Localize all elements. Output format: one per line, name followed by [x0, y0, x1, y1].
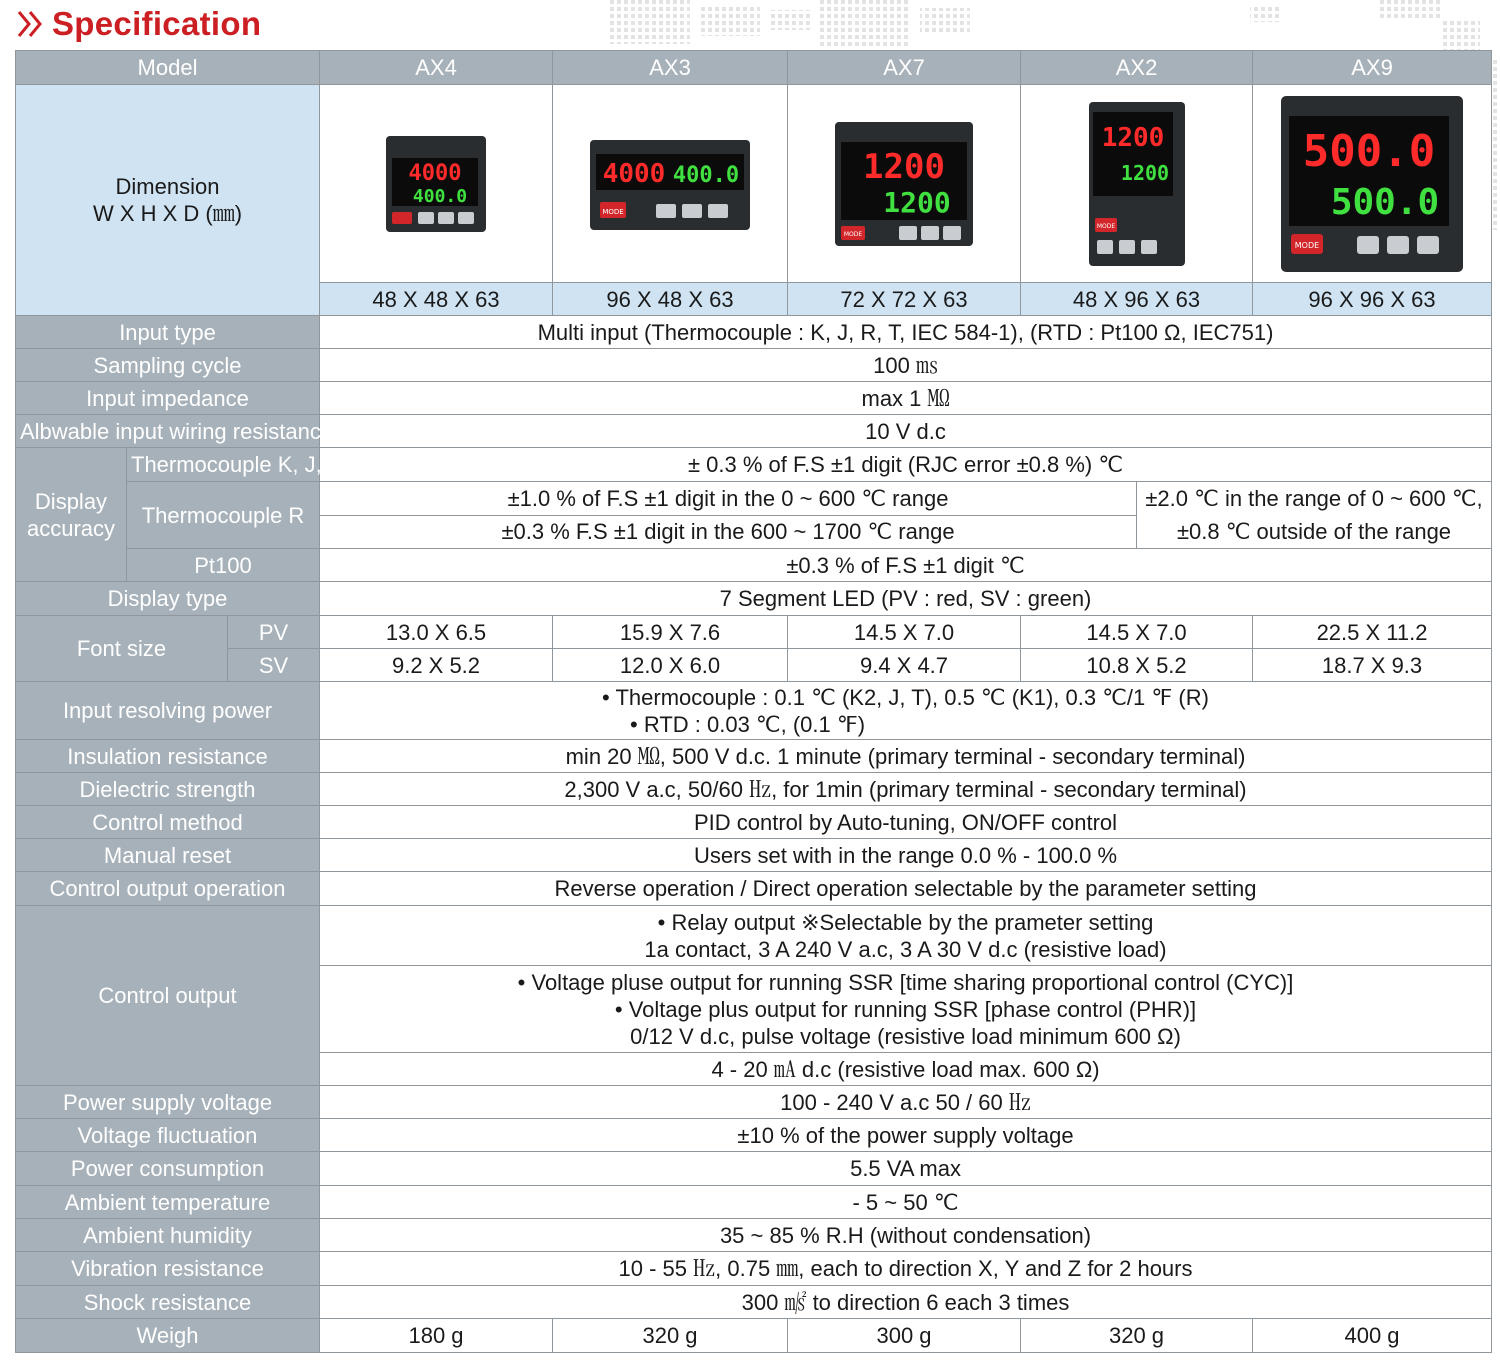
accuracy-tc-r-row1	[16, 482, 1492, 516]
row-label: Input resolving power	[16, 682, 320, 740]
row-value	[320, 966, 1492, 1053]
dimension-value: 48 X 96 X 63	[1021, 283, 1253, 316]
dimension-label-line2: W X H X D (㎜)	[92, 201, 243, 226]
row-value	[320, 682, 1492, 740]
voltage-fluctuation-row	[16, 1119, 1492, 1152]
power-supply-row	[16, 1086, 1492, 1119]
model-name: AX9	[1253, 51, 1492, 85]
row-label: Insulation resistance	[16, 740, 320, 773]
row-value: 7 Segment LED (PV : red, SV : green)	[320, 582, 1492, 616]
control-output-operation-row	[16, 872, 1492, 906]
row-value: 5.5 VA max	[320, 1152, 1492, 1186]
ambient-humidity-row	[16, 1219, 1492, 1252]
dimension-label	[16, 85, 320, 316]
font-value: 22.5 X 11.2	[1253, 616, 1492, 649]
row-label: Control output	[16, 906, 320, 1086]
device-image-ax2	[1021, 85, 1253, 283]
relay-line2: 1a contact, 3 A 240 V a.c, 3 A 30 V d.c (resistive load)	[644, 936, 1167, 962]
svg-text:500.0: 500.0	[1330, 181, 1440, 223]
dimension-value: 72 X 72 X 63	[788, 283, 1021, 316]
font-size-sv-row	[16, 649, 1492, 682]
weigh-row	[16, 1319, 1492, 1353]
svg-text:MODE: MODE	[1294, 240, 1320, 250]
insulation-row	[16, 740, 1492, 773]
control-method-row	[16, 806, 1492, 839]
row-label: Input impedance	[16, 382, 320, 415]
svg-text:4000: 4000	[408, 160, 462, 186]
spec-table	[15, 50, 1492, 1353]
svg-text:400.0: 400.0	[672, 162, 740, 188]
font-value: 9.2 X 5.2	[320, 649, 553, 682]
row-value: 100 ㎳	[320, 349, 1492, 382]
row-label: Ambient humidity	[16, 1219, 320, 1252]
model-label: Model	[16, 51, 320, 85]
row-value: ±0.3 % F.S ±1 digit in the 600 ~ 1700 ℃ range	[320, 515, 1137, 549]
dimension-value: 48 X 48 X 63	[320, 283, 553, 316]
shock-row	[16, 1286, 1492, 1319]
row-label: Manual reset	[16, 839, 320, 872]
sub-label: Thermocouple K, J, T	[127, 448, 320, 482]
model-row	[16, 51, 1492, 85]
device-image-ax4	[320, 85, 553, 283]
row-value: ±0.3 % of F.S ±1 digit ℃	[320, 549, 1492, 582]
resolving-line1: • Thermocouple : 0.1 ℃ (K2, J, T), 0.5 ℃ (K1), 0.3 ℃/1 ℉ (R)	[602, 684, 1209, 710]
svg-text:1200: 1200	[1120, 160, 1169, 185]
dimension-value: 96 X 48 X 63	[553, 283, 788, 316]
row-value: max 1 ㏁	[320, 382, 1492, 415]
model-name: AX3	[553, 51, 788, 85]
relay-line1: • Relay output ※Selectable by the prameter setting	[657, 909, 1154, 935]
row-value: ± 0.3 % of F.S ±1 digit (RJC error ±0.8 %) ℃	[320, 448, 1492, 482]
input-type-row	[16, 316, 1492, 349]
display-accuracy-label	[16, 448, 127, 582]
svg-text:MODE: MODE	[602, 207, 624, 216]
input-resolving-row	[16, 682, 1492, 740]
row-label: Control output operation	[16, 872, 320, 906]
row-value: 2,300 V a.c, 50/60 ㎐, for 1min (primary terminal - secondary terminal)	[320, 773, 1492, 806]
sub-label: Pt100	[127, 549, 320, 582]
device-image-ax3	[553, 85, 788, 283]
row-value: 300 ㎨ to direction 6 each 3 times	[320, 1286, 1492, 1319]
weight-value: 320 g	[1021, 1319, 1253, 1353]
ssr-line3: 0/12 V d.c, pulse voltage (resistive load minimum 600 Ω)	[630, 1023, 1181, 1049]
dimension-label-line1: Dimension	[115, 174, 220, 199]
row-value: 10 - 55 ㎐, 0.75 ㎜, each to direction X, Y and Z for 2 hours	[320, 1252, 1492, 1286]
row-value: 100 - 240 V a.c 50 / 60 ㎐	[320, 1086, 1492, 1119]
font-value: 9.4 X 4.7	[788, 649, 1021, 682]
row-value: Reverse operation / Direct operation selectable by the parameter setting	[320, 872, 1492, 906]
font-value: 13.0 X 6.5	[320, 616, 553, 649]
svg-text:MODE: MODE	[1096, 222, 1115, 230]
sv-label: SV	[228, 649, 320, 682]
row-label: Shock resistance	[16, 1286, 320, 1319]
accuracy-tc-kjt-row	[16, 448, 1492, 482]
row-label: Ambient temperature	[16, 1186, 320, 1219]
model-name: AX4	[320, 51, 553, 85]
wiring-resistance-row	[16, 415, 1492, 448]
row-label: Vibration resistance	[16, 1252, 320, 1286]
font-value: 10.8 X 5.2	[1021, 649, 1253, 682]
pv-label: PV	[228, 616, 320, 649]
row-label: Input type	[16, 316, 320, 349]
weight-value: 180 g	[320, 1319, 553, 1353]
row-label: Weigh	[16, 1319, 320, 1353]
row-label: Display type	[16, 582, 320, 616]
svg-text:MODE: MODE	[843, 230, 863, 238]
dimension-image-row	[16, 85, 1492, 283]
ssr-line2: • Voltage plus output for running SSR [phase control (PHR)]	[614, 996, 1197, 1022]
control-output-relay-row	[16, 906, 1492, 966]
row-value: 10 V d.c	[320, 415, 1492, 448]
tc-r-side-line1: ±2.0 ℃ in the range of 0 ~ 600 ℃,	[1145, 486, 1483, 511]
row-label: Power supply voltage	[16, 1086, 320, 1119]
weight-value: 320 g	[553, 1319, 788, 1353]
dimension-value: 96 X 96 X 63	[1253, 283, 1492, 316]
row-value	[320, 906, 1492, 966]
row-value: Users set with in the range 0.0 % - 100.0 %	[320, 839, 1492, 872]
row-label: Dielectric strength	[16, 773, 320, 806]
manual-reset-row	[16, 839, 1492, 872]
row-value-side	[1137, 482, 1492, 549]
row-label: Albwable input wiring resistance	[16, 415, 320, 448]
row-label: Power consumption	[16, 1152, 320, 1186]
row-value: ±1.0 % of F.S ±1 digit in the 0 ~ 600 ℃ range	[320, 482, 1137, 516]
power-consumption-row	[16, 1152, 1492, 1186]
font-size-pv-row	[16, 616, 1492, 649]
row-label: Control method	[16, 806, 320, 839]
font-value: 14.5 X 7.0	[788, 616, 1021, 649]
resolving-line2: • RTD : 0.03 ℃, (0.1 ℉)	[630, 711, 866, 737]
display-type-row	[16, 582, 1492, 616]
device-image-ax7	[788, 85, 1021, 283]
row-value: - 5 ~ 50 ℃	[320, 1186, 1492, 1219]
page-title-text: Specification	[52, 5, 262, 42]
font-value: 14.5 X 7.0	[1021, 616, 1253, 649]
row-value: 35 ~ 85 % R.H (without condensation)	[320, 1219, 1492, 1252]
sub-label: Thermocouple R	[127, 482, 320, 549]
weight-value: 300 g	[788, 1319, 1021, 1353]
row-value: PID control by Auto-tuning, ON/OFF control	[320, 806, 1492, 839]
page-title	[16, 2, 261, 46]
row-value: 4 - 20 ㎃ d.c (resistive load max. 600 Ω)	[320, 1053, 1492, 1086]
font-value: 15.9 X 7.6	[553, 616, 788, 649]
ssr-line1: • Voltage pluse output for running SSR [time sharing proportional control (CYC)]	[517, 969, 1294, 995]
svg-text:1200: 1200	[883, 185, 951, 219]
ambient-temperature-row	[16, 1186, 1492, 1219]
dielectric-row	[16, 773, 1492, 806]
vibration-row	[16, 1252, 1492, 1286]
double-chevron-icon	[16, 9, 46, 39]
row-value: min 20 ㏁, 500 V d.c. 1 minute (primary terminal - secondary terminal)	[320, 740, 1492, 773]
device-image-ax9	[1253, 85, 1492, 283]
display-accuracy-label-line2: accuracy	[26, 515, 116, 541]
row-label: Sampling cycle	[16, 349, 320, 382]
svg-text:4000: 4000	[602, 158, 666, 189]
font-value: 18.7 X 9.3	[1253, 649, 1492, 682]
svg-text:500.0: 500.0	[1302, 125, 1436, 177]
row-value: ±10 % of the power supply voltage	[320, 1119, 1492, 1152]
sampling-cycle-row	[16, 349, 1492, 382]
svg-text:400.0: 400.0	[412, 185, 468, 207]
model-name: AX7	[788, 51, 1021, 85]
weight-value: 400 g	[1253, 1319, 1492, 1353]
font-size-label: Font size	[16, 616, 228, 682]
display-accuracy-label-line1: Display	[34, 488, 108, 514]
model-name: AX2	[1021, 51, 1253, 85]
font-value: 12.0 X 6.0	[553, 649, 788, 682]
accuracy-pt100-row	[16, 549, 1492, 582]
input-impedance-row	[16, 382, 1492, 415]
row-label: Voltage fluctuation	[16, 1119, 320, 1152]
svg-text:1200: 1200	[1101, 122, 1164, 153]
tc-r-side-line2: ±0.8 ℃ outside of the range	[1176, 519, 1452, 544]
row-value: Multi input (Thermocouple : K, J, R, T, IEC 584-1), (RTD : Pt100 Ω, IEC751)	[320, 316, 1492, 349]
svg-text:1200: 1200	[863, 146, 945, 187]
